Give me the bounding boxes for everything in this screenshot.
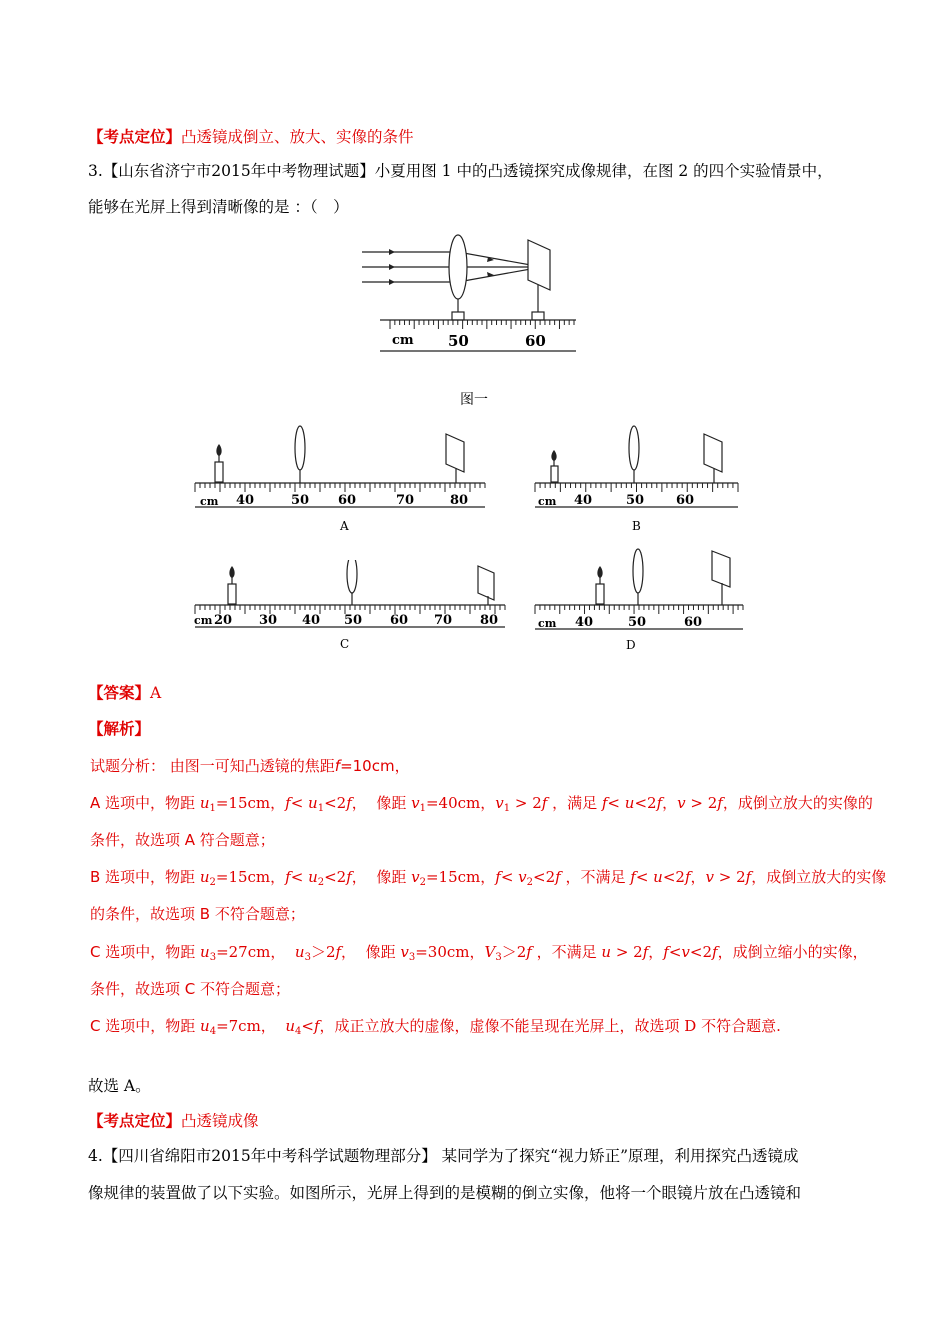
panel-d-unit: cm [538, 617, 557, 630]
panel-a-tick-40: 40 [236, 493, 255, 508]
panel-c-label: C [340, 637, 350, 651]
question-source: 【四川省绵阳市2015年中考科学试题物理部分】 [102, 1147, 437, 1165]
panel-c-tick-20: 20 [214, 613, 233, 628]
answer-label: 【答案】 [88, 683, 151, 702]
panel-c-unit: cm [194, 614, 213, 627]
panel-b-unit: cm [538, 495, 557, 508]
panel-b-tick-50: 50 [626, 493, 645, 508]
panel-b-label: B [632, 519, 641, 533]
topic-label: 【考点定位】 [88, 1111, 182, 1130]
option-d-line1: C 选项中，物距 $u_4=7cm$， $u_4<f$，成正立放大的虚像，虚像不能呈现在光屏上，故选项 D 不符合题意. [90, 1017, 781, 1037]
option-b-text: B 选项中，物距 [90, 868, 200, 886]
q4-stem-line1 [88, 1145, 799, 1167]
panel-c-tick-70: 70 [434, 613, 453, 628]
q4-stem-line2 [88, 1182, 801, 1204]
panel-b [530, 420, 745, 540]
answer-value: A [150, 684, 162, 702]
figure-1-lens-setup [350, 230, 590, 362]
analysis-text: 试题分析： 由图一可知凸透镜的焦距 [90, 757, 335, 775]
question-number: 3. [88, 162, 103, 180]
answer-line [88, 682, 161, 704]
panel-a-tick-60: 60 [338, 493, 357, 508]
q3-stem-line2 [88, 196, 349, 218]
figure-1-tick-50: 50 [448, 332, 469, 350]
question-number: 4. [88, 1147, 103, 1165]
analysis-label: 【解析】 [88, 719, 151, 738]
panel-c-tick-30: 30 [259, 613, 278, 628]
question-text: 像规律的装置做了以下实验。如图所示，光屏上得到的是模糊的倒立实像，他将一个眼镜片放在凸透镜和 [88, 1184, 802, 1202]
topic-text: 凸透镜成像 [181, 1112, 259, 1130]
option-c-line1: C 选项中，物距 $u_3=27cm$， $u_3>2f$， 像距 $v_3=30cm$，$V_3>2f$ ，不满足 u > 2f，f<v<2f，成倒立缩小的实像， [90, 943, 868, 963]
panel-a-tick-80: 80 [450, 493, 469, 508]
question-source: 【山东省济宁市2015年中考物理试题】 [102, 162, 375, 180]
figure-1-caption: 图一 [460, 392, 488, 408]
question-text: 某同学为了探究“视力矫正”原理，利用探究凸透镜成 [436, 1147, 799, 1165]
panel-a-tick-50: 50 [291, 493, 310, 508]
topic-label: 【考点定位】 [88, 127, 182, 146]
option-b-line2: 的条件，故选项 B 不符合题意； [90, 905, 305, 923]
panel-b-tick-60: 60 [676, 493, 695, 508]
panel-a-label: A [340, 519, 349, 533]
panel-c-tick-40: 40 [302, 613, 321, 628]
focal-symbol: f [334, 757, 341, 775]
q2-topic-location [88, 126, 414, 148]
panel-d-tick-60: 60 [684, 615, 703, 630]
panel-c-tick-60: 60 [390, 613, 409, 628]
topic-text: 凸透镜成倒立、放大、实像的条件 [181, 128, 414, 146]
panel-d-label: D [626, 638, 636, 652]
panel-c [190, 560, 510, 660]
option-a-line2: 条件，故选项 A 符合题意； [90, 831, 275, 849]
question-text: 能够在光屏上得到清晰像的是 ：（ ） [88, 198, 349, 216]
analysis-intro [90, 755, 410, 777]
option-a-line1: A 选项中，物距 $u_1=15cm$，$f< u_1<2f$， 像距 $v_1=40cm$，$v_1 > 2f$ ，满足 f< u<2f，v > 2f，成倒立放大的实像的 [90, 794, 873, 814]
option-a-text: A 选项中，物距 [90, 794, 200, 812]
panel-a-tick-70: 70 [396, 493, 415, 508]
option-b-line1: B 选项中，物距 $u_2=15cm$，$f< u_2<2f$， 像距 $v_2=15cm$，$f< v_2<2f$ ，不满足 f< u<2f，v > 2f，成倒立放大的实像 [90, 868, 887, 888]
panel-a-unit: cm [200, 495, 219, 508]
q3-topic-location [88, 1110, 259, 1132]
panel-d-tick-40: 40 [575, 615, 594, 630]
q3-stem-line1 [88, 160, 833, 182]
focal-value: =10cm， [340, 757, 410, 775]
panel-d-tick-50: 50 [628, 615, 647, 630]
panel-d [530, 545, 750, 655]
panel-c-tick-50: 50 [344, 613, 363, 628]
panel-c-tick-80: 80 [480, 613, 499, 628]
figure-1-tick-60: 60 [525, 332, 546, 350]
panel-b-tick-40: 40 [574, 493, 593, 508]
option-d-text: C 选项中，物距 [90, 1017, 201, 1035]
question-text: 小夏用图 1 中的凸透镜探究成像规律，在图 2 的四个实验情景中， [374, 162, 833, 180]
conclusion: 故选 A。 [88, 1077, 151, 1095]
panel-a [190, 420, 490, 540]
option-c-line2: 条件，故选项 C 不符合题意； [90, 980, 291, 998]
figure-1-unit: cm [392, 333, 414, 348]
option-c-text: C 选项中，物距 [90, 943, 201, 961]
